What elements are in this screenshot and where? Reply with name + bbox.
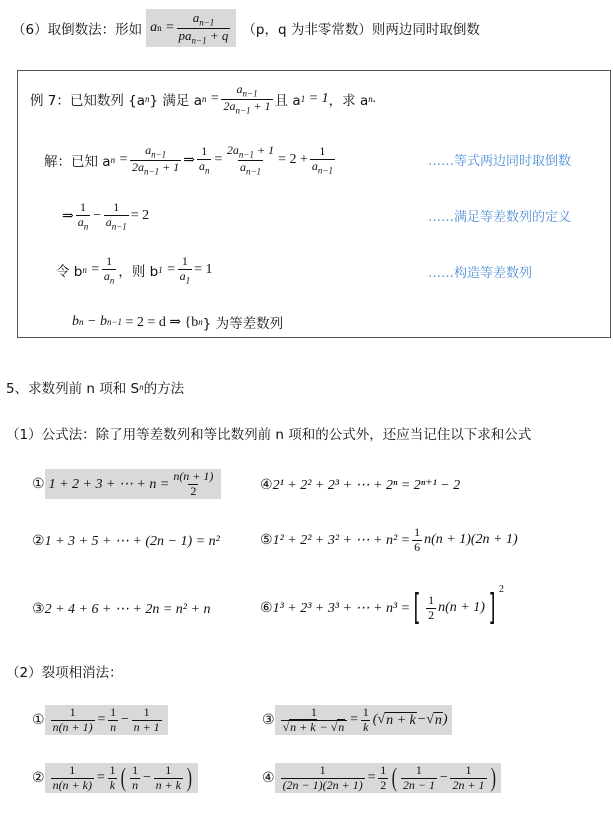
step1-result: = 2 +: [278, 152, 308, 167]
solution-label: 解：已知 a: [44, 154, 111, 170]
f3-mark: ③: [32, 601, 45, 617]
section5-title-end: 的方法: [143, 381, 185, 397]
s6-lhs: a: [150, 20, 158, 35]
f5-tail: n(n + 1)(2n + 1): [424, 532, 518, 547]
s6-den-p: pa: [178, 27, 192, 43]
note-2: ……满足等差数列的定义: [428, 210, 572, 225]
s6-num: a: [192, 9, 200, 25]
formula-g3: ③ $\frac{1}{√n + k - √n}$ = $\frac{1}{k}$ ( √ n + k − √ n ): [262, 698, 452, 742]
s2-title-text: （2）裂项相消法：: [6, 665, 123, 681]
f1-mark: ①: [32, 476, 45, 492]
f6-expr: 1³ + 2³ + 3³ + ⋯ + n³ =: [272, 600, 411, 616]
formula-2: [32, 530, 220, 552]
g2-mark: ②: [32, 770, 45, 786]
s6-heading: （6）取倒数法：形如: [12, 22, 143, 38]
solution-step1: 解：已知 a n = $\frac{a_{n-1}}{2a_{n-1} + 1}$ ⇒ $\frac{1}{a_n}$ = $\frac{2a_{n-1} + 1}{a_{n-1}}$ = 2 + $\frac{1}{a_{n-1}}$: [44, 142, 333, 176]
step2-result: = 2: [130, 208, 150, 223]
example-title-text: 例 7：已知数列 {a: [30, 93, 146, 109]
f5-mark: ⑤: [260, 532, 273, 548]
example-title: 例 7：已知数列 {a n } 满足 a n = $\frac{a_{n-1}}{2a_{n-1} + 1}$ 且 a 1 = 1 ，求 a n .: [30, 81, 377, 115]
formula-4: [260, 474, 460, 496]
f4-mark: ④: [260, 477, 273, 493]
s6-cond: （p，q 为非零常数）则两边同时取倒数: [242, 22, 480, 38]
section5-title-text: 5、求数列前 n 项和 S: [6, 381, 140, 397]
formula-g2: ② $\frac{1}{n(n + k)}$ = $\frac{1}{k}$ ( $\frac{1}{n}$ − $\frac{1}{n + k}$ ): [32, 756, 198, 800]
note-3: ……构造等差数列: [428, 266, 533, 281]
f2-expr: 1 + 3 + 5 + ⋯ + (2n − 1) = n²: [44, 533, 220, 549]
s6-frac: $\frac{a_{n-1}}{pa_{n-1} + q}$: [178, 9, 229, 46]
f3-expr: 2 + 4 + 6 + ⋯ + 2n = n² + n: [44, 601, 211, 617]
example-frac: $\frac{a_{n-1}}{2a_{n-1} + 1}$: [223, 81, 271, 115]
formula-6: ⑥ 1³ + 2³ + 3³ + ⋯ + n³ = [ $\frac{1}{2}$ n(n + 1) ] $^2$: [260, 584, 504, 628]
example-ask: ，求 a: [328, 93, 369, 109]
s6-line: [12, 6, 480, 50]
step4-tail: = 2 = d ⇒ {b: [125, 314, 199, 330]
s1-title: [6, 422, 531, 444]
s6-den-q: + q: [206, 27, 229, 43]
f2-mark: ②: [32, 533, 45, 549]
section5-title: 5、求数列前 n 项和 S n 的方法: [6, 376, 184, 398]
f4-expr: 2¹ + 2² + 2³ + ⋯ + 2ⁿ = 2ⁿ⁺¹ − 2: [272, 477, 461, 493]
formula-g1: ① $\frac{1}{n(n + 1)}$ = $\frac{1}{n}$ − $\frac{1}{n + 1}$: [32, 698, 168, 742]
f5-expr: 1² + 2² + 3² + ⋯ + n² =: [272, 532, 411, 548]
step3-end: = 1: [194, 262, 213, 277]
f1-expr: 1 + 2 + 3 + ⋯ + n =: [48, 476, 170, 492]
formula-5: ⑤ 1² + 2² + 3² + ⋯ + n² = $\frac{1}{6}$ n(n + 1)(2n + 1): [260, 524, 518, 554]
example-title-mid: } 满足 a: [149, 93, 202, 109]
step4-end: } 为等差数列: [202, 316, 284, 332]
step4-b: b: [72, 314, 79, 329]
formula-1: [32, 462, 221, 506]
formula-3: [32, 598, 210, 620]
s6-formula: a n = $\frac{a_{n-1}}{pa_{n-1} + q}$: [146, 9, 236, 48]
f1-den: 2: [190, 483, 197, 498]
step3-mid: ，则 b: [118, 264, 159, 280]
solution-step4: b n − b n−1 = 2 = d ⇒ {b n } 为等差数列: [72, 314, 284, 332]
s1-title-text: （1）公式法：除了用等差数列和等比数列前 n 项和的公式外，还应当记住以下求和公式: [6, 427, 532, 443]
f1-num: n(n + 1): [173, 468, 214, 483]
step3-label: 令 b: [56, 264, 83, 280]
solution-step3: 令 b n = $\frac{1}{a_n}$ ，则 b 1 = $\frac{1}{a_1}$ = 1: [56, 253, 213, 285]
s2-title: [6, 660, 123, 682]
f6-mark: ⑥: [260, 600, 273, 616]
formula-g4: ④ $\frac{1}{(2n - 1)(2n + 1)}$ = $\frac{1}{2}$ ( $\frac{1}{2n - 1}$ − $\frac{1}{2n + 1}$ ): [262, 756, 501, 800]
g3-mark: ③: [262, 712, 275, 728]
f6-tail: n(n + 1): [438, 600, 485, 615]
note-1: ……等式两边同时取倒数: [428, 154, 572, 169]
g4-mark: ④: [262, 770, 275, 786]
solution-step2: ⇒ $\frac{1}{a_n}$ − $\frac{1}{a_{n-1}}$ = 2: [62, 199, 150, 231]
example-cond: 且 a: [274, 93, 301, 109]
g1-mark: ①: [32, 712, 45, 728]
